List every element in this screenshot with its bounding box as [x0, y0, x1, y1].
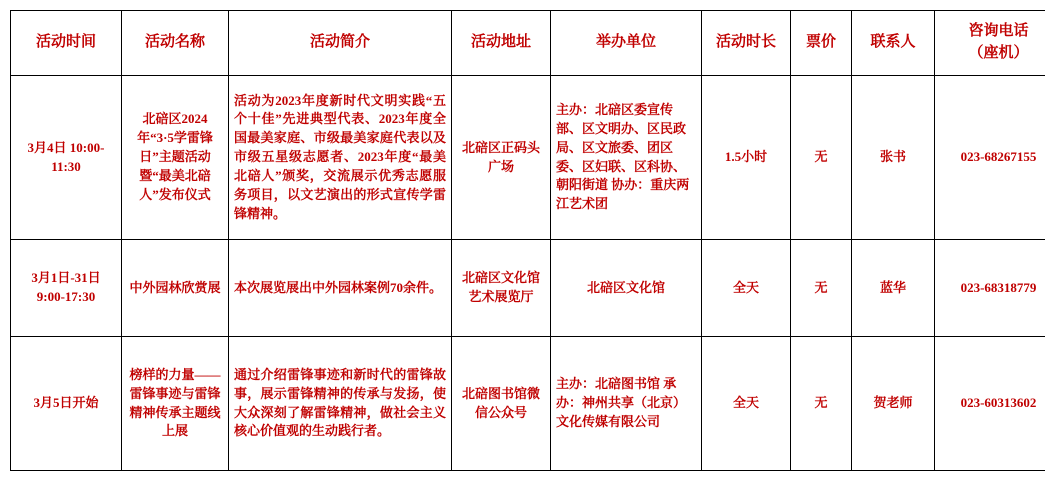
- header-contact: 联系人: [852, 11, 935, 76]
- cell-organizer: 主办：北碚图书馆 承办：神州共享（北京）文化传媒有限公司: [551, 337, 702, 471]
- cell-name: 北碚区2024年“3·5学雷锋日”主题活动暨“最美北碚人”发布仪式: [122, 76, 229, 240]
- header-phone: 咨询电话 （座机）: [935, 11, 1045, 76]
- cell-contact: 蓝华: [852, 240, 935, 337]
- header-intro: 活动简介: [229, 11, 452, 76]
- cell-price: 无: [791, 240, 852, 337]
- cell-organizer: 主办：北碚区委宣传部、区文明办、区民政局、区文旅委、团区委、区妇联、区科协、朝阳街道 协办：重庆两江艺术团: [551, 76, 702, 240]
- cell-duration: 1.5小时: [702, 76, 791, 240]
- activity-schedule-table: [10, 10, 1045, 471]
- cell-phone: 023-60313602: [935, 337, 1045, 471]
- cell-name: 榜样的力量——雷锋事迹与雷锋精神传承主题线上展: [122, 337, 229, 471]
- cell-intro: 活动为2023年度新时代文明实践“五个十佳”先进典型代表、2023年度全国最美家庭、市级最美家庭代表以及市级五星级志愿者、2023年度“最美北碚人”颁奖，交流展示优秀志愿服务项目，以文艺演出的形式宣传学雷锋精神。: [229, 76, 452, 240]
- header-time: 活动时间: [11, 11, 122, 76]
- header-name: 活动名称: [122, 11, 229, 76]
- cell-organizer: 北碚区文化馆: [551, 240, 702, 337]
- table-row: [11, 337, 1045, 471]
- cell-time: 3月1日-31日 9:00-17:30: [11, 240, 122, 337]
- cell-intro: 通过介绍雷锋事迹和新时代的雷锋故事，展示雷锋精神的传承与发扬，使大众深刻了解雷锋精神，做社会主义核心价值观的生动践行者。: [229, 337, 452, 471]
- header-organizer: 举办单位: [551, 11, 702, 76]
- table-row: [11, 76, 1045, 240]
- cell-phone: 023-68267155: [935, 76, 1045, 240]
- cell-intro: 本次展览展出中外园林案例70余件。: [229, 240, 452, 337]
- cell-price: 无: [791, 337, 852, 471]
- table-body: [11, 76, 1045, 471]
- cell-address: 北碚图书馆微信公众号: [452, 337, 551, 471]
- cell-duration: 全天: [702, 240, 791, 337]
- table-header: [11, 11, 1045, 76]
- header-row: [11, 11, 1045, 76]
- cell-address: 北碚区文化馆艺术展览厅: [452, 240, 551, 337]
- cell-price: 无: [791, 76, 852, 240]
- header-address: 活动地址: [452, 11, 551, 76]
- cell-contact: 张书: [852, 76, 935, 240]
- header-duration: 活动时长: [702, 11, 791, 76]
- table-row: [11, 240, 1045, 337]
- cell-time: 3月4日 10:00-11:30: [11, 76, 122, 240]
- cell-duration: 全天: [702, 337, 791, 471]
- cell-name: 中外园林欣赏展: [122, 240, 229, 337]
- cell-time: 3月5日开始: [11, 337, 122, 471]
- header-price: 票价: [791, 11, 852, 76]
- cell-contact: 贺老师: [852, 337, 935, 471]
- cell-phone: 023-68318779: [935, 240, 1045, 337]
- cell-address: 北碚区正码头广场: [452, 76, 551, 240]
